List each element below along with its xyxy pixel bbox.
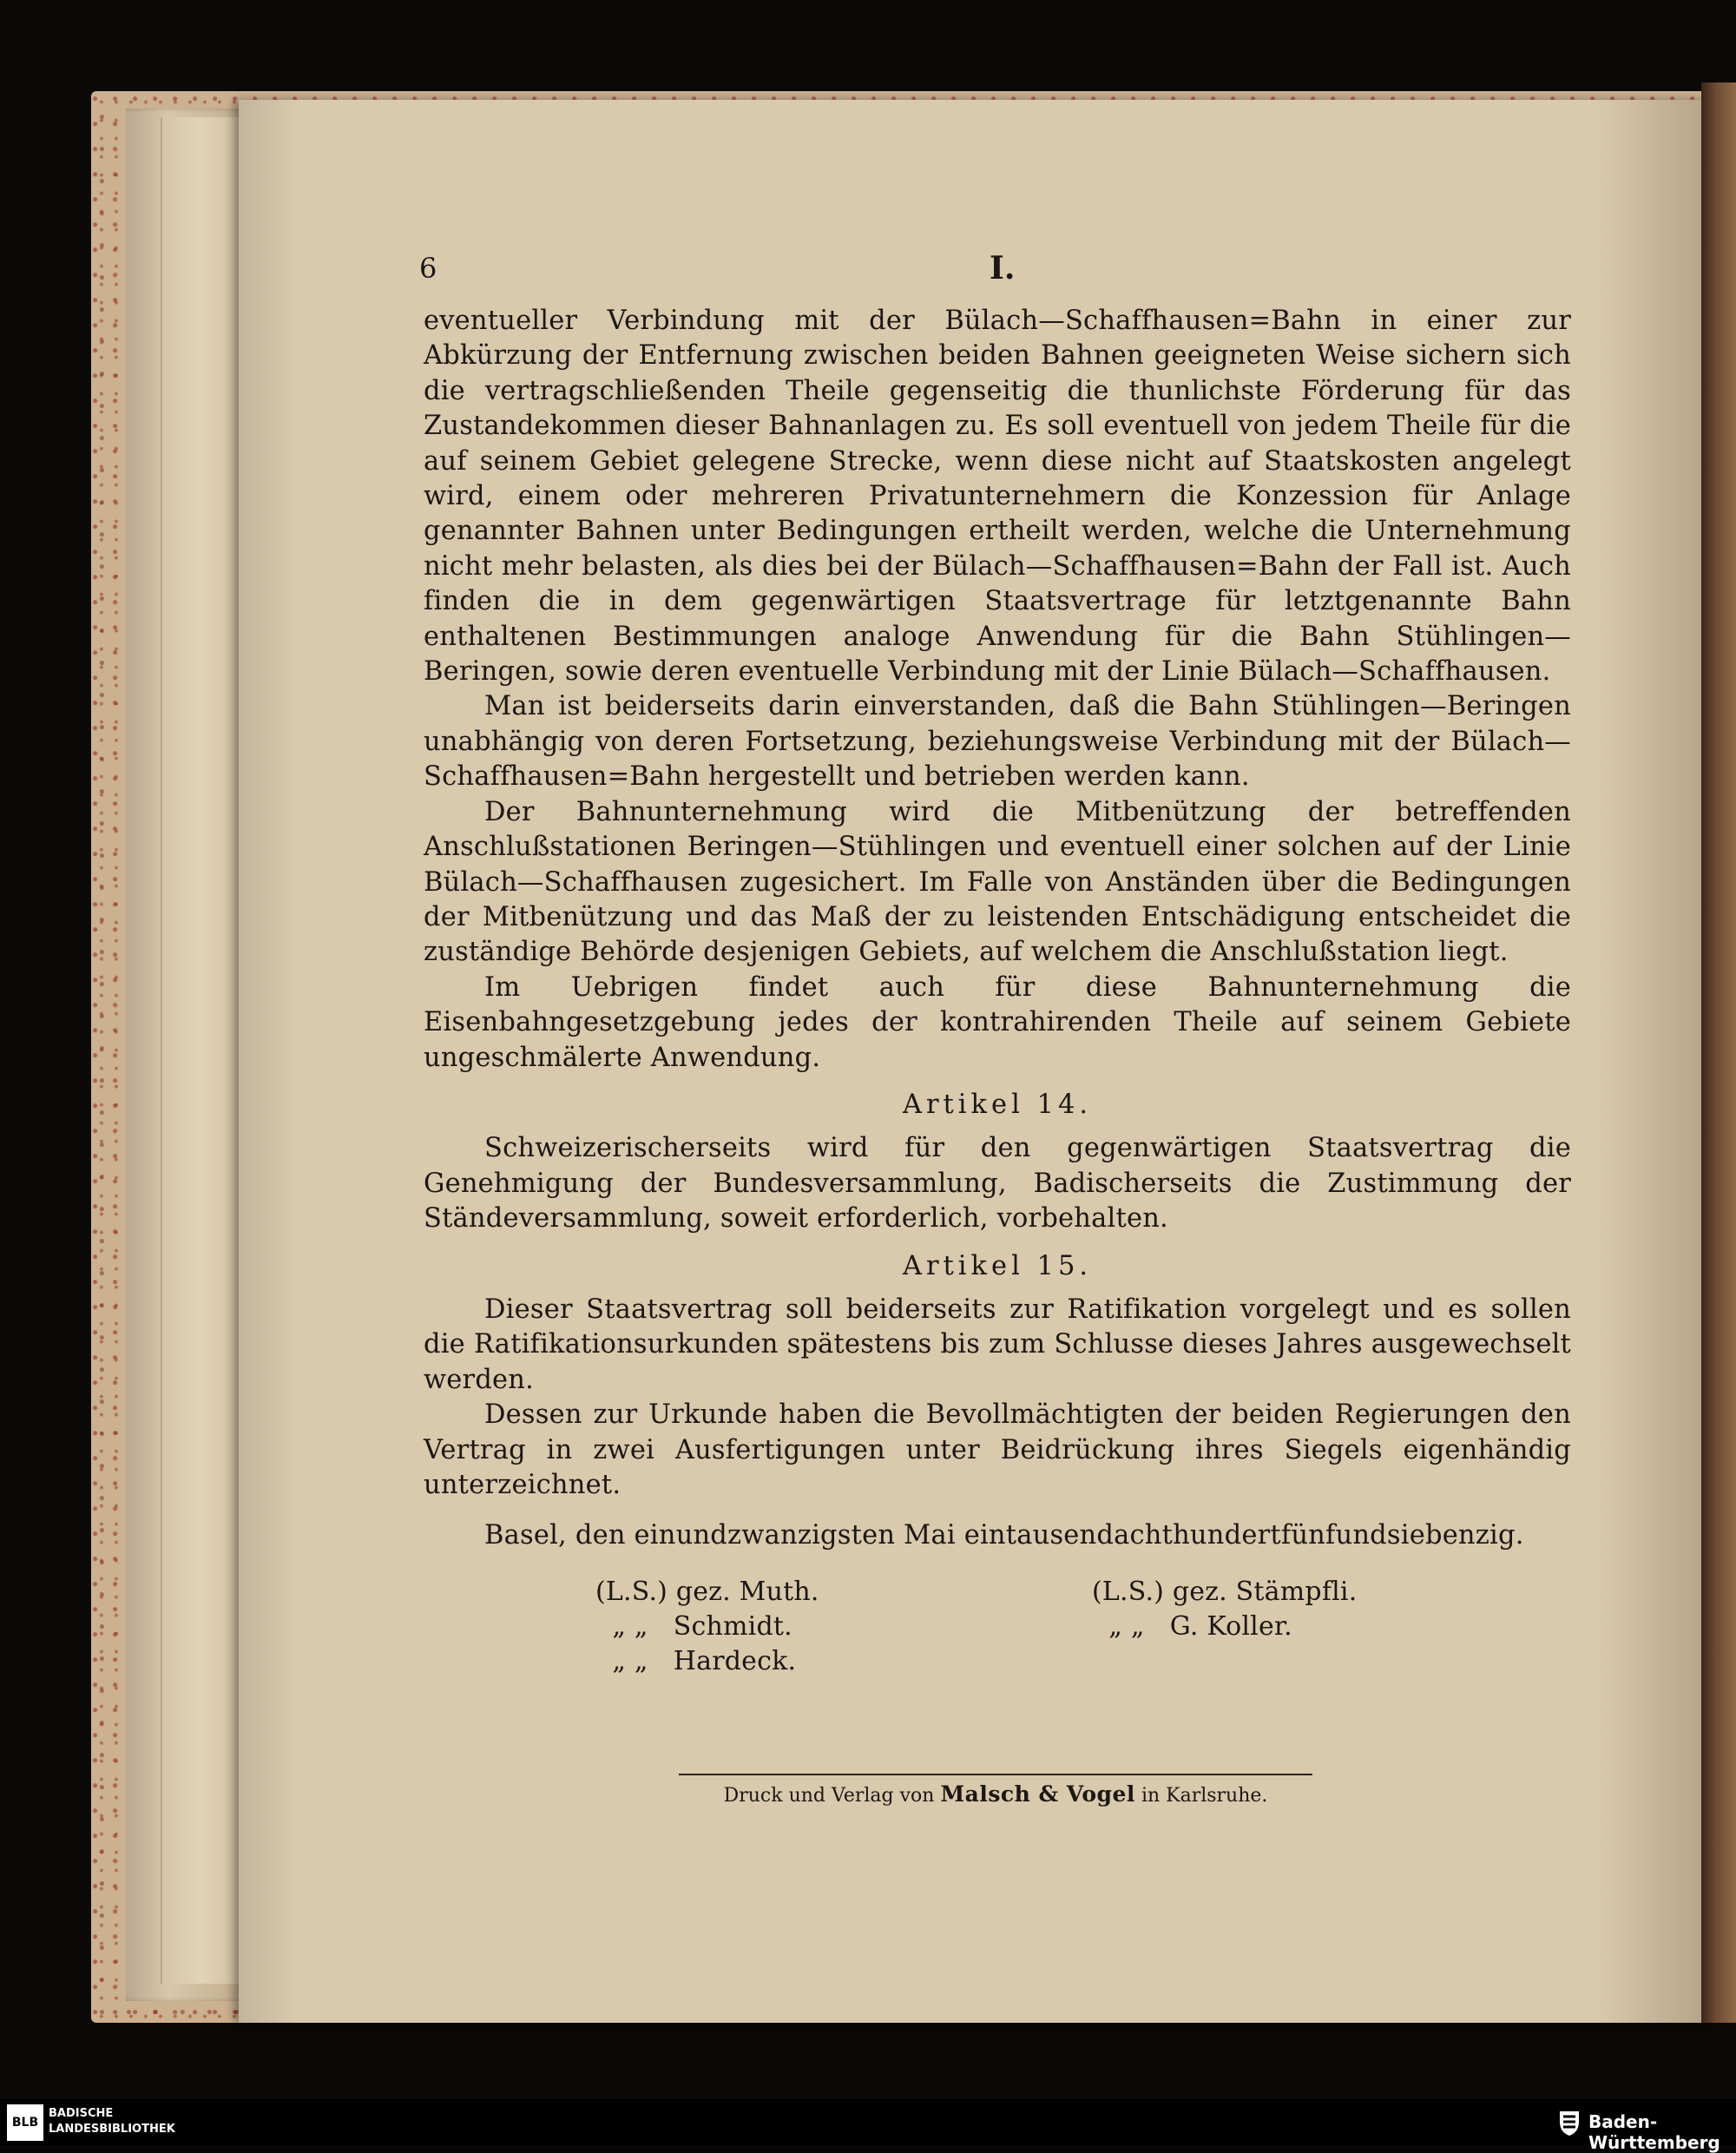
signatory-name: Schmidt. <box>673 1610 792 1642</box>
signature-line <box>595 1644 819 1679</box>
paragraph-continuation: eventueller Verbindung mit der Bülach—Schaffhausen=Bahn in einer zur Abkürzung der Entfernung zwischen beiden Bahnen geeigneten Weise sichern sich die vertragschließenden Theile gegenseitig die thunlichste Förderung für das Zustandekommen dieser Bahnanlagen zu. Es soll eventuell von jedem Theile für die auf seinem Gebiet gelegene Strecke, wenn diese nicht auf Staatskosten angelegt wird, einem oder mehreren Privatunternehmern die Konzession für Anlage genannter Bahnen unter Bedingungen ertheilt werden, welche die Unternehmung nicht mehr belasten, als dies bei der Bülach—Schaffhausen=Bahn der Fall ist. Auch finden die in dem gegenwärtigen Staatsvertrage für letztgenannte Bahn enthaltenen Bestimmungen analoge Anwendung für die Bahn Stühlingen—Beringen, sowie deren eventuelle Verbindung mit der Linie Bülach—Schaffhausen. <box>424 306 1571 688</box>
page-leaf-edge-inner <box>161 117 240 1984</box>
signatures-right <box>1092 1575 1357 1644</box>
signature-line <box>1092 1575 1357 1610</box>
signature-line <box>1092 1610 1357 1644</box>
signature-line <box>595 1575 819 1610</box>
signatures-left <box>595 1575 819 1679</box>
signature-prefix: (L.S.) gez. <box>1092 1576 1227 1607</box>
imprint-rule <box>679 1774 1312 1775</box>
imprint-post: in Karlsruhe. <box>1141 1785 1268 1807</box>
article-14-text: Schweizerischerseits wird für den gegenwärtigen Staatsvertrag die Genehmigung der Bundesversammlung, Badischerseits die Zustimmung der Ständeversammlung, soweit erforderlich, vorbehalten. <box>424 1133 1571 1235</box>
signature-prefix: „ „ <box>612 1610 648 1642</box>
signature-line <box>595 1610 819 1644</box>
blb-logo-icon[interactable]: BLB <box>7 2104 43 2141</box>
place-and-date: Basel, den einundzwanzigsten Mai eintausendachthundertfünfundsiebenzig. <box>484 1520 1524 1551</box>
signatory-name: Stämpfli. <box>1235 1576 1358 1607</box>
printer-imprint <box>679 1781 1312 1807</box>
baden-wuerttemberg-lions-icon <box>1556 2108 1582 2137</box>
imprint-firm: Malsch & Vogel <box>940 1781 1135 1807</box>
signature-block <box>424 1575 1571 1688</box>
signatory-name: G. Koller. <box>1169 1610 1292 1642</box>
signature-prefix: (L.S.) gez. <box>595 1576 731 1607</box>
signature-prefix: „ „ <box>612 1645 648 1676</box>
article-15-text-1: Dieser Staatsvertrag soll beiderseits zur Ratifikation vorgelegt und es sollen die Ratifikationsurkunden spätestens bis zum Schlusse dieses Jahres ausgewechselt werden. <box>424 1294 1571 1395</box>
signature-prefix: „ „ <box>1108 1610 1145 1642</box>
article-15-heading: Artikel 15. <box>902 1250 1093 1281</box>
library-name-line-1: BADISCHE <box>49 2107 114 2120</box>
state-name[interactable]: Baden-Württemberg <box>1588 2111 1720 2153</box>
document-text <box>424 304 1571 1688</box>
imprint-pre: Druck und Verlag von <box>723 1785 935 1807</box>
article-14-heading: Artikel 14. <box>902 1089 1093 1120</box>
running-head: I. <box>990 250 1016 286</box>
viewer-footer-bar <box>0 2099 1736 2153</box>
page-number: 6 <box>419 252 437 285</box>
book-spine-strip <box>1701 82 1736 2023</box>
signatory-name: Muth. <box>739 1576 819 1607</box>
signatory-name: Hardeck. <box>673 1645 797 1676</box>
paragraph: Man ist beiderseits darin einverstanden, daß die Bahn Stühlingen—Beringen unabhängig von deren Fortsetzung, beziehungsweise Verbindung mit der Bülach—Schaffhausen=Bahn hergestellt und betrieben werden kann. <box>424 691 1571 793</box>
paragraph: Der Bahnunternehmung wird die Mitbenützung der betreffenden Anschlußstationen Beringen—Stühlingen und eventuell einer solchen auf der Linie Bülach—Schaffhausen zugesichert. Im Falle von Anständen über die Bedingungen der Mitbenützung und das Maß der zu leistenden Entschädigung entscheidet die zuständige Behörde desjenigen Gebiets, auf welchem die Anschlußstation liegt. <box>424 796 1571 968</box>
paragraph: Im Uebrigen findet auch für diese Bahnunternehmung die Eisenbahngesetzgebung jedes der kontrahirenden Theile auf seinem Gebiete ungeschmälerte Anwendung. <box>424 971 1571 1073</box>
library-name <box>49 2106 175 2137</box>
library-name-line-2: LANDESBIBLIOTHEK <box>49 2123 175 2136</box>
article-15-text-2: Dessen zur Urkunde haben die Bevollmächtigten der beiden Regierungen den Vertrag in zwei Ausfertigungen unter Beidrückung ihres Siegels eigenhändig unterzeichnet. <box>424 1399 1571 1500</box>
